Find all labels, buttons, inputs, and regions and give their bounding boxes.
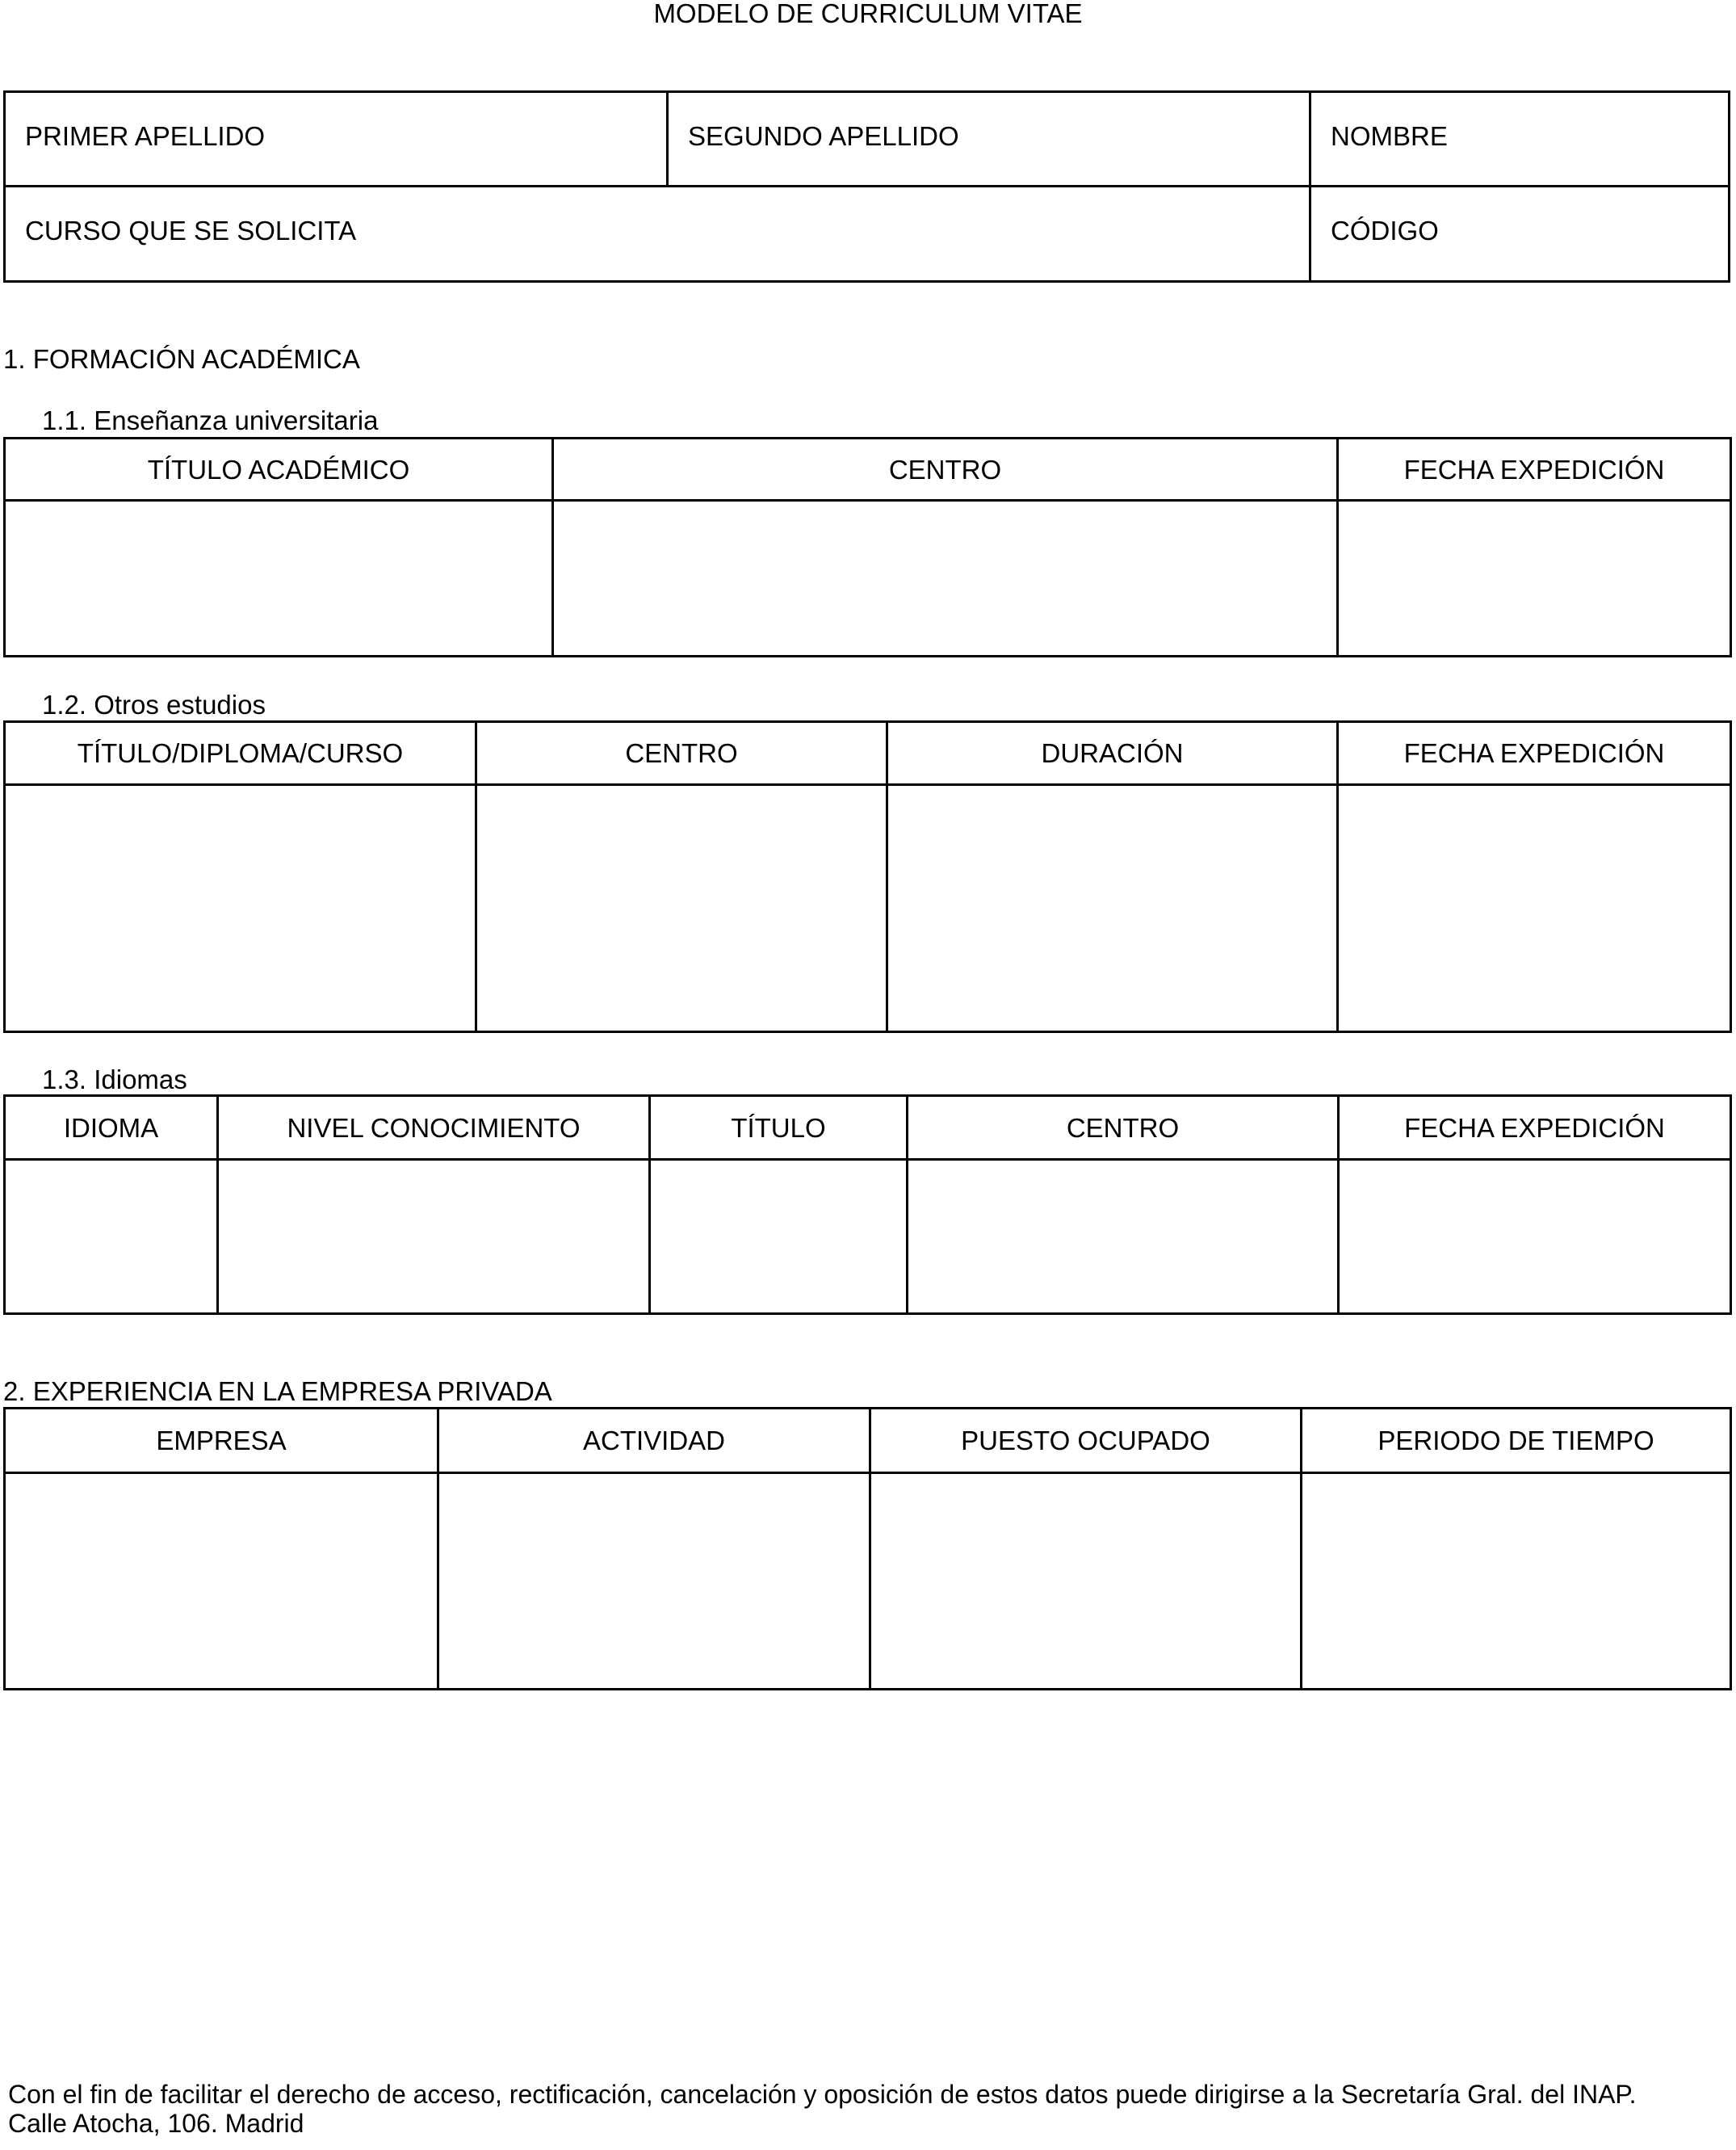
titulo-diploma-curso-cell[interactable] xyxy=(5,785,476,1032)
titulo-academico-cell[interactable] xyxy=(5,501,553,657)
column-header: PERIODO DE TIEMPO xyxy=(1302,1409,1731,1473)
duracion-cell[interactable] xyxy=(887,785,1338,1032)
codigo-field[interactable] xyxy=(1310,187,1730,282)
curso-label: CURSO QUE SE SOLICITA xyxy=(25,216,357,246)
column-header: IDIOMA xyxy=(5,1096,218,1160)
footer-line-1: Con el fin de facilitar el derecho de acceso, rectificación, cancelación y oposición de estos datos puede dirigirse a la Secretaría Gral. del INAP. xyxy=(8,2080,1637,2109)
fecha-expedicion-cell[interactable] xyxy=(1338,501,1731,657)
column-header: FECHA EXPEDICIÓN xyxy=(1338,439,1731,501)
primer-apellido-label: PRIMER APELLIDO xyxy=(25,120,266,151)
ensenanza-universitaria-table xyxy=(3,437,1732,657)
page-title: MODELO DE CURRICULUM VITAE xyxy=(653,0,1083,28)
footer-note xyxy=(8,2081,1637,2139)
column-header: CENTRO xyxy=(476,722,887,785)
segundo-apellido-field[interactable] xyxy=(668,92,1310,187)
empresa-cell[interactable] xyxy=(5,1473,438,1690)
column-header: EMPRESA xyxy=(5,1409,438,1473)
column-header: CENTRO xyxy=(908,1096,1339,1160)
titulo-cell[interactable] xyxy=(650,1160,908,1314)
idiomas-table xyxy=(3,1094,1732,1315)
puesto-ocupado-cell[interactable] xyxy=(870,1473,1302,1690)
subsection-1-2-label: 1.2. Otros estudios xyxy=(42,690,266,720)
column-header: FECHA EXPEDICIÓN xyxy=(1339,1096,1731,1160)
personal-data-table xyxy=(3,90,1730,283)
section-2-heading: 2. EXPERIENCIA EN LA EMPRESA PRIVADA xyxy=(3,1376,552,1406)
fecha-expedicion-cell[interactable] xyxy=(1339,1160,1731,1314)
primer-apellido-field[interactable] xyxy=(5,92,668,187)
subsection-1-3-label: 1.3. Idiomas xyxy=(42,1065,187,1094)
centro-cell[interactable] xyxy=(553,501,1338,657)
actividad-cell[interactable] xyxy=(438,1473,870,1690)
column-header: CENTRO xyxy=(553,439,1338,501)
nombre-label: NOMBRE xyxy=(1331,120,1448,151)
subsection-1-1-label: 1.1. Enseñanza universitaria xyxy=(42,405,379,435)
centro-cell[interactable] xyxy=(908,1160,1339,1314)
column-header: ACTIVIDAD xyxy=(438,1409,870,1473)
otros-estudios-table xyxy=(3,720,1732,1033)
footer-line-2: Calle Atocha, 106. Madrid xyxy=(8,2108,304,2138)
experiencia-empresa-privada-table xyxy=(3,1407,1732,1690)
column-header: TÍTULO/DIPLOMA/CURSO xyxy=(5,722,476,785)
nivel-conocimiento-cell[interactable] xyxy=(218,1160,650,1314)
fecha-expedicion-cell[interactable] xyxy=(1338,785,1731,1032)
nombre-field[interactable] xyxy=(1310,92,1730,187)
column-header: TÍTULO xyxy=(650,1096,908,1160)
periodo-de-tiempo-cell[interactable] xyxy=(1302,1473,1731,1690)
segundo-apellido-label: SEGUNDO APELLIDO xyxy=(688,120,959,151)
column-header: DURACIÓN xyxy=(887,722,1338,785)
section-1-heading: 1. FORMACIÓN ACADÉMICA xyxy=(3,344,360,374)
column-header: NIVEL CONOCIMIENTO xyxy=(218,1096,650,1160)
column-header: FECHA EXPEDICIÓN xyxy=(1338,722,1731,785)
column-header: TÍTULO ACADÉMICO xyxy=(5,439,553,501)
curso-field[interactable] xyxy=(5,187,1310,282)
codigo-label: CÓDIGO xyxy=(1331,216,1439,246)
idioma-cell[interactable] xyxy=(5,1160,218,1314)
column-header: PUESTO OCUPADO xyxy=(870,1409,1302,1473)
centro-cell[interactable] xyxy=(476,785,887,1032)
